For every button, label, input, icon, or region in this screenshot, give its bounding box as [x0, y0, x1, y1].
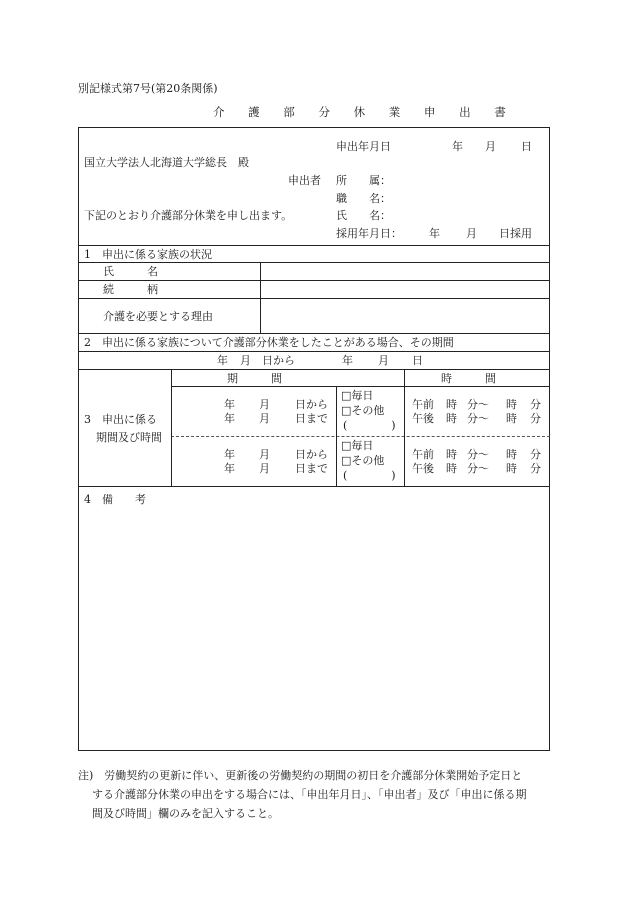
row1-daily-checkbox[interactable]: □毎日	[341, 389, 374, 402]
row2-from-day: 日から	[295, 448, 328, 461]
row2-pm-hour2: 時	[506, 462, 517, 475]
sec2-y1: 年	[217, 354, 228, 367]
col-time-header: 時 間	[441, 372, 496, 385]
divider-header	[78, 245, 550, 246]
row1-am-hour2: 時	[506, 398, 517, 411]
hire-month: 月	[466, 227, 477, 240]
sec3-label-line1: 3 申出に係る	[84, 413, 157, 426]
row2-am-hour2: 時	[506, 448, 517, 461]
form-id: 別記様式第7号(第20条関係)	[78, 82, 218, 95]
family-name-label: 氏 名	[103, 265, 158, 278]
job-label: 職 名：	[336, 192, 391, 205]
sec2-d2: 日	[412, 354, 423, 367]
divider-sec3-dashed	[171, 436, 550, 437]
divider-sec3-end	[78, 486, 550, 487]
sec2-m1: 月	[240, 354, 251, 367]
row1-am: 午前	[412, 398, 434, 411]
affiliation-label: 所 属：	[336, 174, 391, 187]
hire-day: 日採用	[499, 227, 532, 240]
row2-other-paren: ( )	[343, 469, 396, 482]
relation-label: 続 柄	[103, 283, 158, 296]
row1-from-year: 年	[224, 398, 235, 411]
hire-date-label: 採用年月日：	[336, 227, 402, 240]
row1-pm-min2: 分	[530, 412, 541, 425]
hire-year: 年	[429, 227, 440, 240]
statement: 下記のとおり介護部分休業を申し出ます。	[84, 209, 293, 222]
divider-sec1-relation	[78, 298, 550, 299]
sec1-column-divider	[260, 262, 261, 333]
applicant-label: 申出者	[288, 174, 321, 187]
form-title: 介 護 部 分 休 業 申 出 書	[213, 105, 516, 119]
row2-other-checkbox[interactable]: □その他	[341, 454, 385, 467]
date-month: 月	[485, 140, 496, 153]
sec2-heading: 2 申出に係る家族について介護部分休業をしたことがある場合、その期間	[84, 336, 454, 349]
sec3-label-divider	[171, 369, 172, 486]
row1-am-min1: 分～	[467, 398, 489, 411]
row1-from-day: 日から	[295, 398, 328, 411]
sec3-time-divider	[404, 369, 405, 486]
name-label: 氏 名：	[336, 209, 391, 222]
row1-to-day: 日まで	[295, 412, 328, 425]
row1-other-checkbox[interactable]: □その他	[341, 404, 385, 417]
row2-from-month: 月	[259, 448, 270, 461]
sec4-heading: 4 備 考	[84, 493, 146, 506]
note-line-2: する介護部分休業の申出をする場合には、「申出年月日」、「申出者」及び「申出に係る期	[92, 788, 527, 801]
row2-pm: 午後	[412, 462, 434, 475]
row2-daily-checkbox[interactable]: □毎日	[341, 439, 374, 452]
date-year: 年	[452, 140, 463, 153]
sec2-d1: 日から	[262, 354, 295, 367]
row1-pm: 午後	[412, 412, 434, 425]
row2-pm-min2: 分	[530, 462, 541, 475]
row1-to-month: 月	[259, 412, 270, 425]
addressee: 国立大学法人北海道大学総長 殿	[84, 156, 249, 169]
row2-to-year: 年	[224, 462, 235, 475]
row2-am: 午前	[412, 448, 434, 461]
sec2-y2: 年	[342, 354, 353, 367]
row2-am-min2: 分	[530, 448, 541, 461]
row1-to-year: 年	[224, 412, 235, 425]
row1-pm-hour2: 時	[506, 412, 517, 425]
row2-am-hour1: 時	[446, 448, 457, 461]
row1-other-paren: ( )	[343, 419, 396, 432]
divider-sec3-header	[171, 386, 550, 387]
row1-am-hour1: 時	[446, 398, 457, 411]
date-day: 日	[521, 140, 532, 153]
row2-to-day: 日まで	[295, 462, 328, 475]
divider-sec2-heading	[78, 351, 550, 352]
note-line-1: 注) 労働契約の更新に伴い、更新後の労働契約の期間の初日を介護部分休業開始予定日と	[78, 769, 523, 782]
row2-to-month: 月	[259, 462, 270, 475]
row1-pm-min1: 分～	[467, 412, 489, 425]
row2-pm-hour1: 時	[446, 462, 457, 475]
row2-am-min1: 分～	[467, 448, 489, 461]
divider-sec1-name	[78, 280, 550, 281]
divider-sec2-period	[78, 369, 550, 370]
sec3-label-line2: 期間及び時間	[96, 431, 162, 444]
col-period-header: 期 間	[227, 372, 282, 385]
date-label: 申出年月日	[336, 140, 391, 153]
sec2-m2: 月	[378, 354, 389, 367]
sec3-period-divider	[336, 386, 337, 486]
note-line-3: 間及び時間」欄のみを記入すること。	[92, 807, 279, 820]
reason-label: 介護を必要とする理由	[103, 310, 213, 323]
row1-pm-hour1: 時	[446, 412, 457, 425]
row1-am-min2: 分	[530, 398, 541, 411]
row2-from-year: 年	[224, 448, 235, 461]
divider-sec1-reason	[78, 333, 550, 334]
sec1-heading: 1 申出に係る家族の状況	[84, 248, 212, 261]
divider-sec1-heading	[78, 262, 550, 263]
row2-pm-min1: 分～	[467, 462, 489, 475]
row1-from-month: 月	[259, 398, 270, 411]
